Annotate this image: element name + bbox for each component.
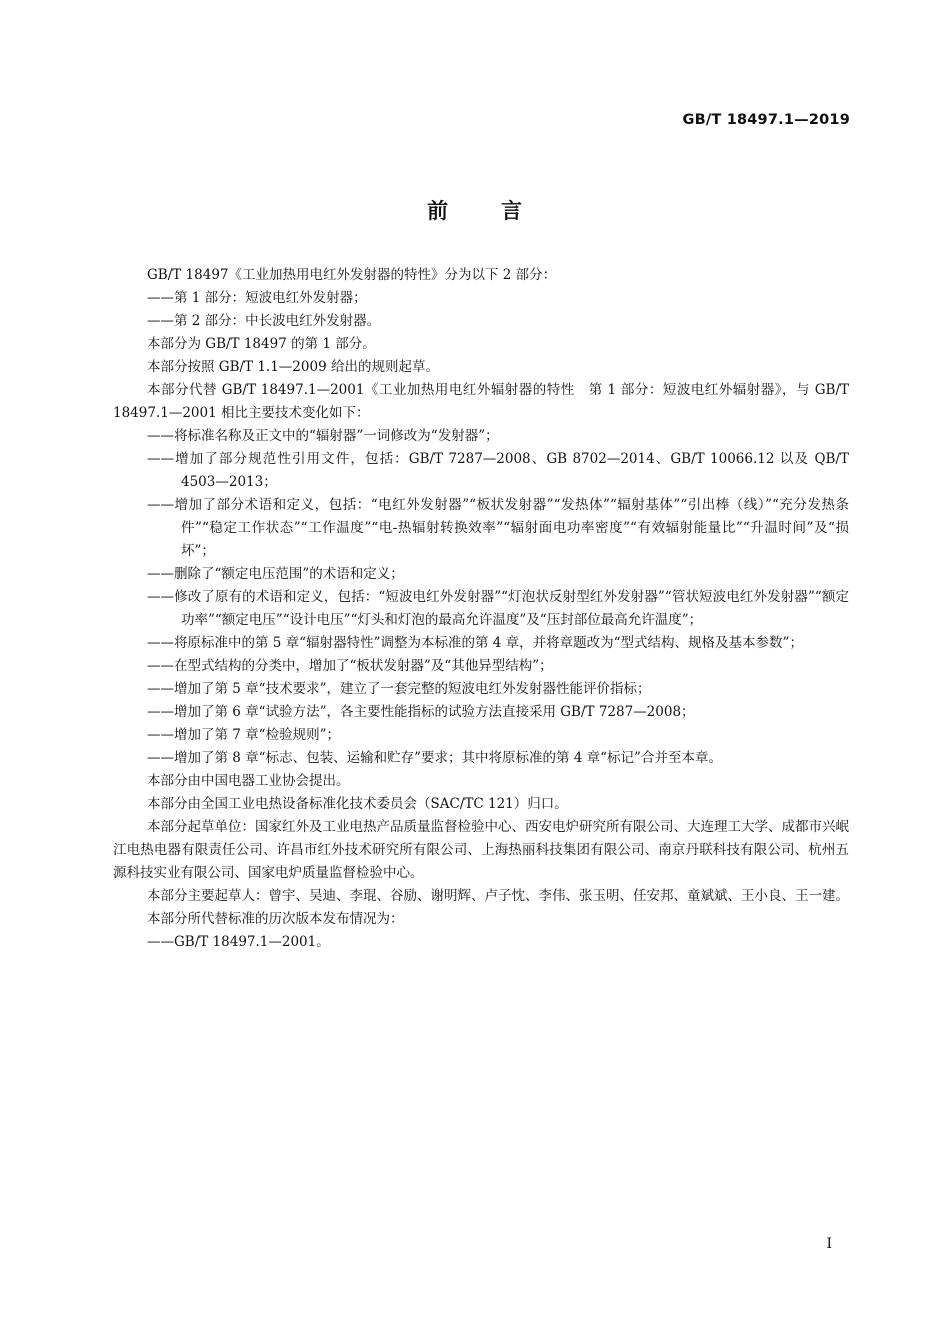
list-item: ——在型式结构的分类中，增加了“板状发射器”及“其他异型结构”； bbox=[147, 658, 553, 674]
list-item: ——增加了第 7 章“检验规则”； bbox=[147, 727, 340, 743]
paragraph: 本部分主要起草人：曾宇、吴迪、李琨、谷励、谢明辉、卢子忱、李伟、张玉明、任安邦、童斌斌、王小良、王一建。 bbox=[147, 888, 849, 904]
foreword-body bbox=[113, 264, 849, 954]
list-item: ——修改了原有的术语和定义，包括：“短波电红外发射器”“灯泡状反射型红外发射器”“管状短波电红外发射器”“额定功率”“额定电压”“设计电压”“灯头和灯泡的最高允许温度”及“压封部位最高允许温度”； bbox=[147, 589, 849, 628]
list-item: ——增加了第 6 章“试验方法”，各主要性能指标的试验方法直接采用 GB/T 7287—2008； bbox=[147, 704, 695, 720]
list-item: ——GB/T 18497.1—2001。 bbox=[147, 934, 330, 950]
paragraph: 本部分代替 GB/T 18497.1—2001《工业加热用电红外辐射器的特性 第 1 部分：短波电红外辐射器》，与 GB/T 18497.1—2001 相比主要技术变化如下： bbox=[113, 382, 849, 421]
page-number: I bbox=[826, 1236, 832, 1252]
standard-code: GB/T 18497.1—2019 bbox=[682, 112, 850, 128]
paragraph: 本部分由全国工业电热设备标准化技术委员会（SAC/TC 121）归口。 bbox=[147, 796, 568, 812]
page-title bbox=[0, 195, 950, 225]
paragraph: 本部分为 GB/T 18497 的第 1 部分。 bbox=[147, 336, 376, 352]
paragraph: 本部分由中国电器工业协会提出。 bbox=[147, 773, 350, 789]
paragraph: GB/T 18497《工业加热用电红外发射器的特性》分为以下 2 部分： bbox=[147, 267, 557, 283]
paragraph: 本部分按照 GB/T 1.1—2009 给出的规则起草。 bbox=[147, 359, 439, 375]
list-item: ——第 1 部分：短波电红外发射器； bbox=[147, 290, 367, 306]
list-item: ——增加了第 5 章“技术要求”，建立了一套完整的短波电红外发射器性能评价指标； bbox=[147, 681, 651, 697]
list-item: ——第 2 部分：中长波电红外发射器。 bbox=[147, 313, 381, 329]
title-char-1: 前 bbox=[427, 199, 449, 223]
paragraph: 本部分所代替标准的历次版本发布情况为： bbox=[147, 911, 404, 927]
list-item: ——增加了第 8 章“标志、包装、运输和贮存”要求；其中将原标准的第 4 章“标记”合并至本章。 bbox=[147, 750, 722, 766]
list-item: ——将标准名称及正文中的“辐射器”一词修改为“发射器”； bbox=[147, 428, 499, 444]
title-char-2: 言 bbox=[501, 199, 523, 223]
list-item: ——删除了“额定电压范围”的术语和定义； bbox=[147, 566, 404, 582]
list-item: ——增加了部分规范性引用文件，包括：GB/T 7287—2008、GB 8702—2014、GB/T 10066.12 以及 QB/T 4503—2013； bbox=[147, 451, 849, 490]
list-item: ——增加了部分术语和定义，包括：“电红外发射器”“板状发射器”“发热体”“辐射基体”“引出棒（线）”“充分发热条件”“稳定工作状态”“工作温度”“电-热辐射转换效率”“辐射面电功率密度”“有效辐射能量比”“升温时间”及“损坏”； bbox=[147, 497, 849, 559]
paragraph: 本部分起草单位：国家红外及工业电热产品质量监督检验中心、西安电炉研究所有限公司、大连理工大学、成都市兴岷江电热电器有限责任公司、许昌市红外技术研究所有限公司、上海热丽科技集团有限公司、南京丹联科技有限公司、杭州五源科技实业有限公司、国家电炉质量监督检验中心。 bbox=[113, 819, 849, 881]
list-item: ——将原标准中的第 5 章“辐射器特性”调整为本标准的第 4 章，并将章题改为“型式结构、规格及基本参数”； bbox=[147, 635, 803, 651]
